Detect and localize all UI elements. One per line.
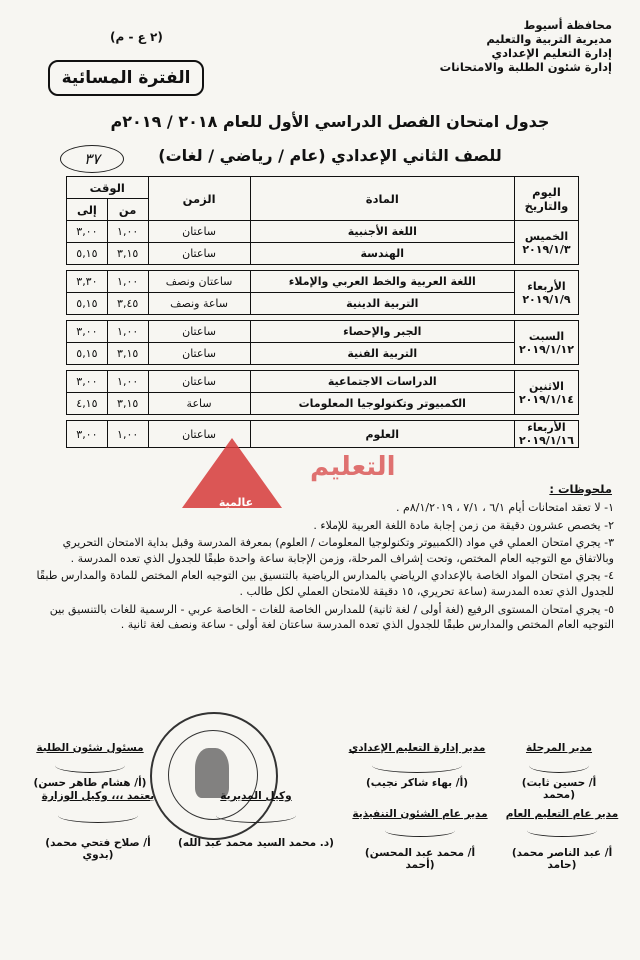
handwritten-signature (216, 808, 296, 823)
to-cell: ٣,٠٠ (67, 321, 108, 343)
signature-title: يعتمد ،،، وكيل الوزارة (41, 790, 155, 802)
table-row (67, 371, 579, 393)
duration-cell: ساعتان (148, 321, 250, 343)
signature-title: مدير عام التعليم العام (505, 808, 619, 820)
issuer-line: إدارة شئون الطلبة والامتحانات (439, 60, 612, 74)
to-cell: ٣,٠٠ (67, 421, 108, 448)
note-item: ٣- يجري امتحان العملي في مواد (الكمبيوتر وتكنولوجيا المعلومات / العلوم) بمعرفة المدرسة وقبل بداية الامتحان التحريري وبالاتفاق مع التوجيه العام المختص، وتحت إشراف المرحلة، وزمن الإجابة ساعة واحدة طبقًا للجدول الذي تعده المدرسة . (62, 536, 614, 565)
subject-cell: الدراسات الاجتماعية (250, 371, 514, 393)
table-row (67, 271, 579, 293)
signature-title: مدير المرحلة (525, 742, 593, 754)
signature-block (176, 790, 336, 849)
signature-name: (أ/ عبد الناصر محمد حامد) (511, 847, 613, 871)
table-row (67, 293, 579, 315)
subject-cell: التربية الفنية (250, 343, 514, 365)
table-row (67, 421, 579, 448)
exam-schedule-table (66, 176, 579, 448)
day-name: السبت (528, 329, 565, 343)
handwritten-signature (55, 758, 125, 773)
subject-cell: الكمبيوتر وتكنولوجيا المعلومات (250, 393, 514, 415)
signature-title: مسئول شئون الطلبة (36, 742, 144, 754)
table-row (67, 393, 579, 415)
subject-cell: اللغة العربية والخط العربي والإملاء (250, 271, 514, 293)
signature-title: مدير إدارة التعليم الإعدادي (348, 742, 486, 754)
from-cell: ١,٠٠ (107, 321, 148, 343)
signature-name: (أ/ بهاء شاكر نجيب) (365, 777, 469, 789)
from-cell: ٣,١٥ (107, 343, 148, 365)
subject-cell: اللغة الأجنبية (250, 221, 514, 243)
day-name: الأربعاء (527, 421, 566, 434)
signature-title: وكيل المديرية (220, 790, 292, 802)
subject-cell: العلوم (250, 421, 514, 448)
to-cell: ٥,١٥ (67, 343, 108, 365)
handwritten-signature (372, 758, 462, 773)
to-cell: ٣,٠٠ (67, 371, 108, 393)
header-from: من (107, 199, 148, 221)
table-row (67, 221, 579, 243)
duration-cell: ساعتان (148, 243, 250, 265)
header-to: إلى (67, 199, 108, 221)
to-cell: ٣,٠٠ (67, 221, 108, 243)
signature-block (350, 808, 490, 871)
header-duration: الزمن (148, 177, 250, 221)
signature-block (30, 742, 150, 789)
period-label: الفترة المسائية (48, 60, 204, 96)
note-item: ١- لا تعقد امتحانات أيام ٦/١ ، ٧/١ ، ٨/١/٢٠١٩م . (396, 501, 614, 514)
exam-date: ٢٠١٩/١/١٦ (518, 434, 574, 447)
from-cell: ١,٠٠ (107, 271, 148, 293)
exam-date: ٢٠١٩/١/٩ (522, 292, 571, 306)
issuer-line: إدارة التعليم الإعدادي (491, 46, 612, 60)
day-name: الاثنين (528, 379, 564, 393)
exam-date: ٢٠١٩/١/١٢ (518, 342, 574, 356)
day-name: الخميس (524, 229, 569, 243)
from-cell: ١,٠٠ (107, 421, 148, 448)
day-name: الأربعاء (527, 279, 566, 293)
to-cell: ٤,١٥ (67, 393, 108, 415)
signature-name: (أ/ حسين ثابت محمد) (521, 777, 597, 801)
notes-list (24, 500, 614, 635)
header-day: اليوم والتاريخ (514, 177, 578, 221)
table-row (67, 243, 579, 265)
header-subject: المادة (250, 177, 514, 221)
exam-date: ٢٠١٩/١/١٤ (518, 392, 574, 406)
day-cell (514, 321, 578, 365)
duration-cell: ساعتان (148, 221, 250, 243)
signature-name: (أ/ هشام طاهر حسن) (33, 777, 147, 789)
form-code: (٢ ع - م) (110, 30, 163, 44)
issuer-line: مديرية التربية والتعليم (486, 32, 612, 46)
table-row (67, 321, 579, 343)
to-cell: ٥,١٥ (67, 243, 108, 265)
watermark-text: التعليم (310, 452, 396, 482)
from-cell: ٣,٤٥ (107, 293, 148, 315)
day-cell (514, 221, 578, 265)
handwritten-signature (527, 824, 597, 837)
document-subtitle: للصف الثاني الإعدادي (عام / رياضي / لغات) (158, 146, 502, 165)
duration-cell: ساعتان ونصف (148, 271, 250, 293)
duration-cell: ساعة ونصف (148, 293, 250, 315)
issuer-block (372, 18, 612, 74)
signature-name: (أ/ محمد عبد المحسن أحمد) (364, 847, 476, 871)
note-item: ٥- يجري امتحان المستوى الرفيع (لغة أولى / لغة ثانية) للمدارس الخاصة للغات - الخاصة عربي - الرسمية للغات بالتنسيق بين التوجيه العام المختص والمدارس طبقًا للجدول الذي تعده المدرسة ساعتان لغة أولى - ساعة ونصف لغة ثانية . (49, 602, 614, 632)
document-title: جدول امتحان الفصل الدراسي الأول للعام ٢٠١٨ / ٢٠١٩م (110, 112, 550, 131)
subject-cell: التربية الدينية (250, 293, 514, 315)
signature-block (504, 742, 614, 801)
watermark-sub: عالمية (218, 496, 254, 509)
from-cell: ١,٠٠ (107, 221, 148, 243)
handwritten-number: ٣٧ (60, 145, 124, 173)
to-cell: ٣,٣٠ (67, 271, 108, 293)
duration-cell: ساعتان (148, 371, 250, 393)
handwritten-signature (529, 758, 589, 773)
from-cell: ٣,١٥ (107, 243, 148, 265)
signature-title: مدير عام الشئون التنفيذية (352, 808, 488, 820)
handwritten-signature (385, 824, 455, 837)
from-cell: ١,٠٠ (107, 371, 148, 393)
signature-name: (أ/ صلاح فتحي محمد بدوي) (45, 837, 151, 861)
from-cell: ٣,١٥ (107, 393, 148, 415)
signature-block (28, 790, 168, 861)
notes-heading: ملحوظات : (549, 482, 612, 496)
subject-cell: الجبر والإحصاء (250, 321, 514, 343)
note-item: ٤- يجري امتحان المواد الخاصة بالإعدادي الرياضي بالمدارس الرياضية بالتنسيق بين التوجيه العام المختص للمادة والمدارس طبقًا للجدول الذي تعده المدرسة (ساعة تحريري، ١٥ دقيقة للامتحان العملي لكل طالب . (36, 569, 614, 598)
day-cell (514, 371, 578, 415)
table-body (67, 221, 579, 448)
day-cell (514, 271, 578, 315)
issuer-line: محافظة أسيوط (523, 18, 612, 32)
duration-cell: ساعتان (148, 421, 250, 448)
exam-date: ٢٠١٩/١/٣ (522, 242, 571, 256)
handwritten-signature (58, 808, 138, 823)
note-item: ٢- يخصص عشرون دقيقة من زمن إجابة مادة اللغة العربية للإملاء . (313, 518, 614, 532)
duration-cell: ساعة (148, 393, 250, 415)
table-row (67, 343, 579, 365)
table-header-row (67, 177, 579, 199)
day-cell (514, 421, 578, 448)
subject-cell: الهندسة (250, 243, 514, 265)
to-cell: ٥,١٥ (67, 293, 108, 315)
duration-cell: ساعتان (148, 343, 250, 365)
signature-name: (د. محمد السيد محمد عبد الله) (178, 837, 334, 849)
signature-block (502, 808, 622, 871)
signature-block (342, 742, 492, 789)
header-time: الوقت (67, 177, 149, 199)
